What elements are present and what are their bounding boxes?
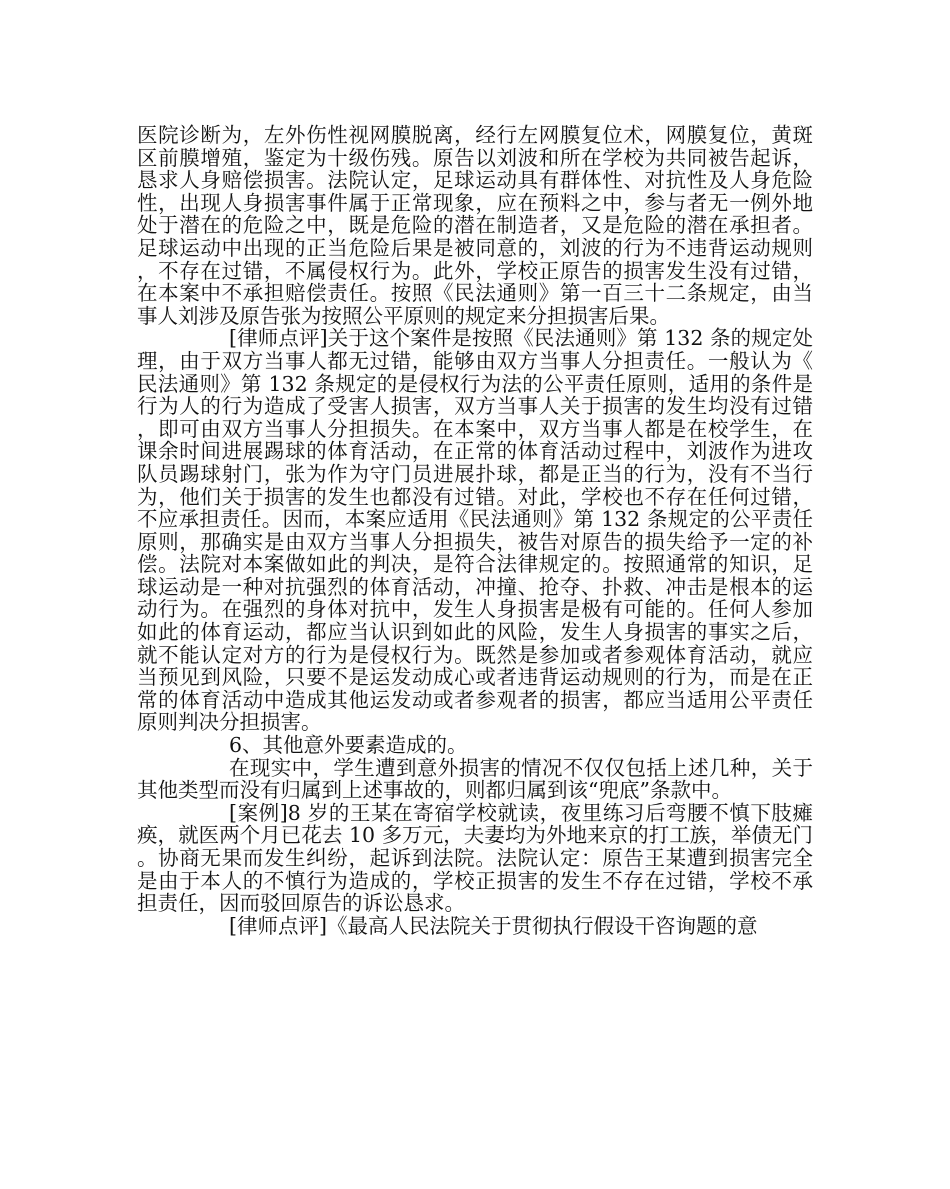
document-page [137, 124, 813, 937]
paragraph-lawyer-comment-2: [律师点评]《最高人民法院关于贯彻执行假设干咨询题的意 [229, 913, 758, 938]
paragraph-lawyer-comment-1: [律师点评]关于这个案件是按照《民法通则》第 132 条的规定处理，由于双方当事人都无过错，能够由双方当事人分担责任。一般认为《民法通则》第 132 条规定的是侵权行为法的公平责任原则，适用的条件是行为人的行为造成了受害人损害，双方当事人关于损害的发生均没有过错，即可由双方当事人分担损失。在本案中，双方当事人都是在校学生，在课余时间进展踢球的体育活动，在正常的体育活动过程中，刘波作为进攻队员踢球射门，张为作为守门员进展扑球，都是正当的行为，没有不当行为，他们关于损害的发生也都没有过错。对此，学校也不存在任何过错，不应承担责任。因而，本案应适用《民法通则》第 132 条规定的公平责任原则，那确实是由双方当事人分担损失，被告对原告的损失给予一定的补偿。法院对本案做如此的判决，是符合法律规定的。按照通常的知识，足球运动是一种对抗强烈的体育活动，冲撞、抢夺、扑救、冲击是根本的运动行为。在强烈的身体对抗中，发生人身损害是极有可能的。任何人参加如此的体育运动，都应当认识到如此的风险，发生人身损害的事实之后，就不能认定对方的行为是侵权行为。既然是参加或者参观体育活动，就应当预见到风险，只要不是运发动成心或者违背运动规则的行为，而是在正常的体育活动中造成其他运发动或者参观者的损害，都应当适用公平责任原则判决分担损害。 [137, 326, 813, 735]
paragraph-medical-diagnosis: 医院诊断为，左外伤性视网膜脱离，经行左网膜复位术，网膜复位，黄斑区前膜增殖，鉴定为十级伤残。原告以刘波和所在学校为共同被告起诉，恳求人身赔偿损害。法院认定，足球运动具有群体性、对抗性及人身危险性，出现人身损害事件属于正常现象，应在预料之中，参与者无一例外地处于潜在的危险之中，既是危险的潜在制造者，又是危险的潜在承担者。足球运动中出现的正当危险后果是被同意的，刘波的行为不违背运动规则，不存在过错，不属侵权行为。此外，学校正原告的损害发生没有过错，在本案中不承担赔偿责任。按照《民法通则》第一百三十二条规定，由当事人刘涉及原告张为按照公平原则的规定来分担损害后果。 [137, 123, 813, 328]
paragraph-section-heading: 6、其他意外要素造成的。 [229, 733, 468, 758]
paragraph-other-factors: 在现实中，学生遭到意外损害的情况不仅仅包括上述几种，关于其他类型而没有归属到上述事故的，则都归属到该“兜底”条款中。 [137, 755, 813, 803]
paragraph-case-example: [案例]8 岁的王某在寄宿学校就读，夜里练习后弯腰不慎下肢瘫痪，就医两个月已花去 10 多万元，夫妻均为外地来京的打工族，举债无门。协商无果而发生纠纷，起诉到法院。法院认定：原告王某遭到损害完全是由于本人的不慎行为造成的，学校正损害的发生不存在过错，学校不承担责任，因而驳回原告的诉讼恳求。 [137, 800, 813, 916]
